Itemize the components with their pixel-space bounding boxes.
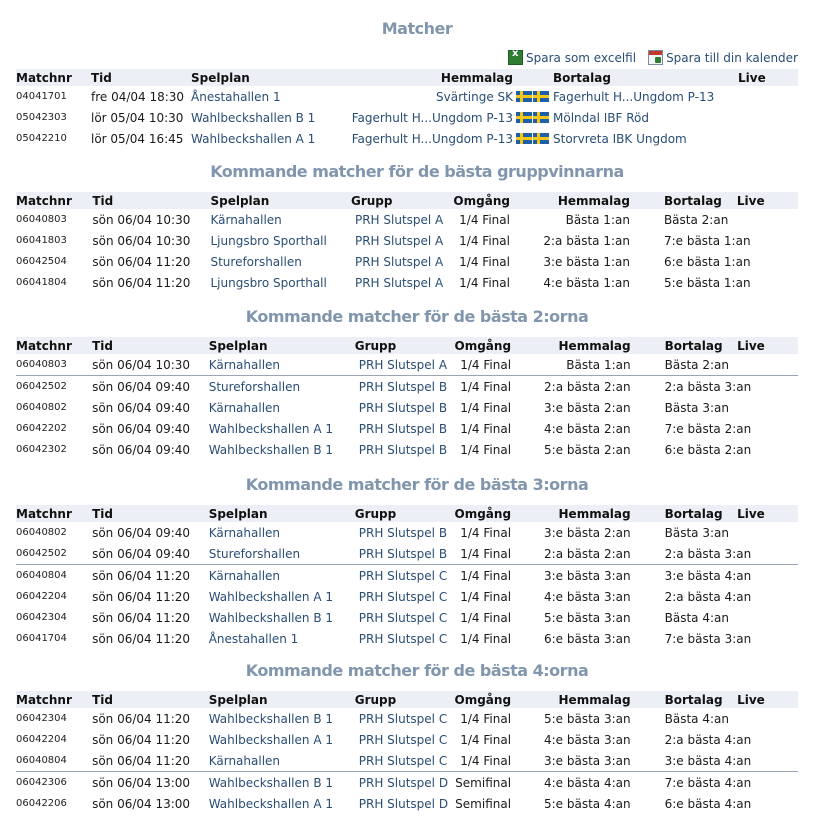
round-label: 1/4 Final xyxy=(459,254,510,269)
home-team: 3:e bästa 2:an xyxy=(544,400,631,415)
round-label: Semifinal xyxy=(455,796,512,811)
round-label: 1/4 Final xyxy=(454,565,519,587)
group-link[interactable]: PRH Slutspel C xyxy=(358,753,448,768)
home-team-link[interactable]: Fagerhult H...Ungdom P-13 xyxy=(351,131,513,146)
col-bortalag: Bortalag xyxy=(664,506,723,521)
match-time: sön 06/04 11:20 xyxy=(92,254,191,269)
home-team: 3:e bästa 2:an xyxy=(544,525,631,540)
match-time: sön 06/04 09:40 xyxy=(92,421,191,436)
col-live: Live xyxy=(737,338,765,353)
table-row[interactable] xyxy=(16,272,798,293)
home-team: 4:e bästa 1:an xyxy=(543,275,630,290)
save-calendar-link[interactable] xyxy=(648,50,798,65)
table-row[interactable] xyxy=(16,209,798,230)
group-link[interactable]: PRH Slutspel A xyxy=(354,275,444,290)
col-omgang: Omgång xyxy=(454,506,512,521)
col-live: Live xyxy=(738,70,766,85)
round-label: 1/4 Final xyxy=(460,525,512,540)
table-row[interactable] xyxy=(16,251,798,272)
table-row[interactable] xyxy=(16,128,798,149)
col-grupp: Grupp xyxy=(354,338,397,353)
round-label: 1/4 Final xyxy=(460,753,512,768)
match-time: sön 06/04 11:20 xyxy=(92,275,191,290)
home-team: 6:e bästa 3:an xyxy=(544,631,631,646)
col-tid: Tid xyxy=(92,338,113,353)
calendar-icon xyxy=(648,50,663,65)
match-time: sön 06/04 11:20 xyxy=(92,753,191,768)
section-title-3orna: Kommande matcher för de bästa 3:orna xyxy=(245,475,589,494)
table-row[interactable] xyxy=(16,565,798,587)
match-number: 06040802 xyxy=(16,402,67,413)
match-time: sön 06/04 09:40 xyxy=(92,546,191,561)
col-live: Live xyxy=(736,193,765,208)
match-time: sön 06/04 09:40 xyxy=(92,376,209,398)
export-actions xyxy=(508,50,798,65)
match-time: sön 06/04 11:20 xyxy=(92,610,191,625)
away-team: 6:e bästa 4:an xyxy=(664,796,752,811)
away-team: 3:e bästa 4:an xyxy=(631,565,737,587)
away-team: 7:e bästa 3:an xyxy=(664,631,752,646)
group-link[interactable]: PRH Slutspel B xyxy=(358,546,448,561)
round-label: 1/4 Final xyxy=(460,732,512,747)
table-row[interactable] xyxy=(16,772,798,794)
table-row[interactable] xyxy=(16,543,798,565)
sweden-flag-icon xyxy=(516,133,532,144)
col-hemmalag: Hemmalag xyxy=(557,193,630,208)
venue-link[interactable]: Wahlbeckshallen B 1 xyxy=(191,110,316,125)
round-label: 1/4 Final xyxy=(460,711,512,726)
section-title-4orna: Kommande matcher för de bästa 4:orna xyxy=(245,661,589,680)
col-grupp: Grupp xyxy=(354,692,397,707)
col-hemmalag: Hemmalag xyxy=(558,692,631,707)
match-number: 06042306 xyxy=(16,772,92,794)
home-team: 3:e bästa 3:an xyxy=(544,753,631,768)
col-spelplan: Spelplan xyxy=(208,338,268,353)
match-time: sön 06/04 11:20 xyxy=(92,711,191,726)
group-link[interactable]: PRH Slutspel C xyxy=(358,589,448,604)
match-time: sön 06/04 10:30 xyxy=(92,212,191,227)
col-bortalag: Bortalag xyxy=(553,70,611,85)
col-bortalag: Bortalag xyxy=(663,193,722,208)
col-matchnr: Matchnr xyxy=(16,506,72,521)
excel-icon xyxy=(508,50,523,65)
group-link[interactable]: PRH Slutspel B xyxy=(358,442,448,457)
col-matchnr: Matchnr xyxy=(16,193,72,208)
home-team: 5:e bästa 3:an xyxy=(544,610,631,625)
col-spelplan: Spelplan xyxy=(208,506,268,521)
col-live: Live xyxy=(737,692,765,707)
away-team: 2:a bästa 4:an xyxy=(664,732,752,747)
venue-link[interactable]: Ånestahallen 1 xyxy=(191,89,281,104)
match-time: sön 06/04 11:20 xyxy=(92,631,191,646)
save-excel-link[interactable] xyxy=(508,50,636,65)
home-team: 5:e bästa 4:an xyxy=(544,796,631,811)
save-calendar-label: Spara till din kalender xyxy=(666,50,798,65)
home-team: 3:e bästa 1:an xyxy=(543,254,630,269)
sweden-flag-icon xyxy=(533,112,549,123)
table-row[interactable] xyxy=(16,354,798,376)
match-number: 06042206 xyxy=(16,798,67,809)
col-matchnr: Matchnr xyxy=(16,692,72,707)
match-number: 04041701 xyxy=(16,91,67,102)
home-team: Bästa 1:an xyxy=(565,212,630,227)
home-team: 4:e bästa 2:an xyxy=(544,421,631,436)
table-row[interactable] xyxy=(16,522,798,543)
match-time: lör 05/04 10:30 xyxy=(91,110,184,125)
round-label: 1/4 Final xyxy=(459,233,510,248)
home-team: 2:a bästa 2:an xyxy=(519,376,631,398)
table-header-row xyxy=(16,505,798,522)
match-time: sön 06/04 10:30 xyxy=(92,233,191,248)
col-grupp: Grupp xyxy=(350,193,393,208)
save-excel-label: Spara som excelfil xyxy=(526,50,637,65)
col-hemmalag: Hemmalag xyxy=(440,70,513,85)
venue-link[interactable]: Stureforshallen xyxy=(210,254,302,269)
venue-link[interactable]: Stureforshallen xyxy=(208,546,301,561)
match-number: 06040803 xyxy=(16,214,67,225)
matches-table xyxy=(16,505,798,649)
col-bortalag: Bortalag xyxy=(664,692,723,707)
away-team: Bästa 4:an xyxy=(664,711,729,726)
match-number: 05042210 xyxy=(16,133,67,144)
sweden-flag-icon xyxy=(533,133,549,144)
table-row[interactable] xyxy=(16,729,798,750)
col-spelplan: Spelplan xyxy=(208,692,268,707)
match-number: 06042304 xyxy=(16,612,67,623)
venue-link[interactable]: Kärnahallen xyxy=(208,753,281,768)
col-tid: Tid xyxy=(92,506,113,521)
match-time: sön 06/04 13:00 xyxy=(92,772,209,794)
match-number: 06040804 xyxy=(16,755,67,766)
col-grupp: Grupp xyxy=(354,506,397,521)
col-omgang: Omgång xyxy=(453,193,510,208)
round-label: 1/4 Final xyxy=(460,589,512,604)
away-team: Bästa 3:an xyxy=(664,525,729,540)
match-time: lör 05/04 16:45 xyxy=(91,131,184,146)
section-title-matcher: Matcher xyxy=(381,19,453,38)
away-team: Bästa 2:an xyxy=(664,357,729,372)
venue-link[interactable]: Wahlbeckshallen B 1 xyxy=(208,711,334,726)
table-row[interactable] xyxy=(16,418,798,439)
matches-table xyxy=(16,69,798,149)
table-header-row xyxy=(16,691,798,708)
venue-link[interactable]: Wahlbeckshallen B 1 xyxy=(208,442,334,457)
match-number: 06040804 xyxy=(16,565,92,587)
match-number: 06041803 xyxy=(16,235,67,246)
match-number: 06041704 xyxy=(16,633,67,644)
table-row[interactable] xyxy=(16,230,798,251)
away-team: 2:a bästa 3:an xyxy=(631,376,737,398)
match-number: 06042502 xyxy=(16,376,92,398)
home-team: 3:e bästa 3:an xyxy=(519,565,631,587)
col-tid: Tid xyxy=(92,193,114,208)
round-label: 1/4 Final xyxy=(460,357,512,372)
match-number: 06042304 xyxy=(16,713,67,724)
home-team: 2:a bästa 1:an xyxy=(543,233,630,248)
match-number: 05042303 xyxy=(16,112,67,123)
match-time: sön 06/04 10:30 xyxy=(92,357,191,372)
venue-link[interactable]: Kärnahallen xyxy=(208,357,281,372)
col-spelplan: Spelplan xyxy=(191,70,250,85)
col-matchnr: Matchnr xyxy=(16,338,72,353)
table-row[interactable] xyxy=(16,397,798,418)
home-team: Bästa 1:an xyxy=(566,357,631,372)
group-link[interactable]: PRH Slutspel C xyxy=(358,711,448,726)
away-team-link[interactable]: Storvreta IBK Ungdom xyxy=(553,131,687,146)
match-number: 06040803 xyxy=(16,359,67,370)
away-team: 6:e bästa 2:an xyxy=(664,442,752,457)
away-team: Bästa 2:an xyxy=(663,212,729,227)
venue-link[interactable]: Kärnahallen xyxy=(209,565,355,587)
match-time: sön 06/04 13:00 xyxy=(92,796,191,811)
table-row[interactable] xyxy=(16,628,798,649)
venue-link[interactable]: Wahlbeckshallen A 1 xyxy=(208,732,333,747)
away-team: 7:e bästa 2:an xyxy=(664,421,752,436)
table-header-row xyxy=(16,192,798,209)
venue-link[interactable]: Kärnahallen xyxy=(210,212,282,227)
venue-link[interactable]: Kärnahallen xyxy=(208,525,281,540)
section-title-gruppvinnare: Kommande matcher för de bästa gruppvinnarna xyxy=(210,162,624,181)
home-team-link[interactable]: Svärtinge SK xyxy=(436,89,513,104)
col-tid: Tid xyxy=(92,692,113,707)
matches-table xyxy=(16,192,798,293)
home-team: 4:e bästa 3:an xyxy=(544,732,631,747)
match-time: fre 04/04 18:30 xyxy=(91,89,185,104)
group-link[interactable]: PRH Slutspel A xyxy=(354,233,444,248)
round-label: 1/4 Final xyxy=(460,421,512,436)
group-link[interactable]: PRH Slutspel A xyxy=(354,254,444,269)
group-link[interactable]: PRH Slutspel D xyxy=(358,796,449,811)
group-link[interactable]: PRH Slutspel B xyxy=(358,421,448,436)
table-row[interactable] xyxy=(16,107,798,128)
col-hemmalag: Hemmalag xyxy=(558,338,631,353)
match-number: 06042502 xyxy=(16,548,67,559)
col-bortalag: Bortalag xyxy=(664,338,723,353)
match-time: sön 06/04 11:20 xyxy=(92,732,191,747)
away-team: 2:a bästa 3:an xyxy=(664,546,752,561)
match-number: 06040802 xyxy=(16,527,67,538)
table-row[interactable] xyxy=(16,793,798,814)
group-link[interactable]: PRH Slutspel C xyxy=(355,565,454,587)
away-team: Bästa 4:an xyxy=(664,610,729,625)
away-team-link[interactable]: Mölndal IBF Röd xyxy=(553,110,649,125)
venue-link[interactable]: Ljungsbro Sporthall xyxy=(210,233,327,248)
table-header-row xyxy=(16,337,798,354)
section-title-2orna: Kommande matcher för de bästa 2:orna xyxy=(245,307,589,326)
home-team: 5:e bästa 2:an xyxy=(544,442,631,457)
table-row[interactable] xyxy=(16,586,798,607)
home-team-link[interactable]: Fagerhult H...Ungdom P-13 xyxy=(351,110,513,125)
home-team: 4:e bästa 3:an xyxy=(544,589,631,604)
home-team: 5:e bästa 3:an xyxy=(544,711,631,726)
table-row[interactable] xyxy=(16,750,798,772)
venue-link[interactable]: Wahlbeckshallen B 1 xyxy=(209,772,355,794)
group-link[interactable]: PRH Slutspel A xyxy=(354,212,444,227)
col-tid: Tid xyxy=(91,70,112,85)
away-team: 7:e bästa 4:an xyxy=(631,772,737,794)
col-spelplan: Spelplan xyxy=(210,193,270,208)
match-number: 06041804 xyxy=(16,277,67,288)
home-team: 2:a bästa 2:an xyxy=(544,546,631,561)
matches-table xyxy=(16,337,798,460)
group-link[interactable]: PRH Slutspel C xyxy=(358,610,448,625)
round-label: 1/4 Final xyxy=(460,631,512,646)
table-row[interactable] xyxy=(16,86,798,107)
match-number: 06042204 xyxy=(16,591,67,602)
group-link[interactable]: PRH Slutspel A xyxy=(358,357,448,372)
home-team: 4:e bästa 4:an xyxy=(519,772,631,794)
group-link[interactable]: PRH Slutspel C xyxy=(358,732,448,747)
table-row[interactable] xyxy=(16,376,798,398)
away-team: 7:e bästa 1:an xyxy=(663,233,751,248)
col-omgang: Omgång xyxy=(454,338,512,353)
col-matchnr: Matchnr xyxy=(16,70,72,85)
venue-link[interactable]: Wahlbeckshallen A 1 xyxy=(208,421,333,436)
sweden-flag-icon xyxy=(516,91,532,102)
venue-link[interactable]: Kärnahallen xyxy=(208,400,281,415)
round-label: 1/4 Final xyxy=(454,376,519,398)
col-omgang: Omgång xyxy=(454,692,512,707)
group-link[interactable]: PRH Slutspel D xyxy=(355,772,454,794)
round-label: 1/4 Final xyxy=(460,442,512,457)
table-row[interactable] xyxy=(16,607,798,628)
away-team: Bästa 3:an xyxy=(664,400,729,415)
round-label: 1/4 Final xyxy=(459,275,510,290)
sweden-flag-icon xyxy=(516,112,532,123)
venue-link[interactable]: Wahlbeckshallen A 1 xyxy=(208,589,333,604)
matches-table xyxy=(16,691,798,814)
away-team: 6:e bästa 1:an xyxy=(663,254,751,269)
venue-link[interactable]: Wahlbeckshallen A 1 xyxy=(208,796,333,811)
match-number: 06042204 xyxy=(16,734,67,745)
venue-link[interactable]: Ljungsbro Sporthall xyxy=(210,275,327,290)
group-link[interactable]: PRH Slutspel B xyxy=(358,400,448,415)
venue-link[interactable]: Ånestahallen 1 xyxy=(208,631,299,646)
round-label: 1/4 Final xyxy=(460,546,512,561)
group-link[interactable]: PRH Slutspel B xyxy=(358,525,448,540)
venue-link[interactable]: Wahlbeckshallen B 1 xyxy=(208,610,334,625)
round-label: 1/4 Final xyxy=(459,212,510,227)
round-label: 1/4 Final xyxy=(460,400,512,415)
away-team: 3:e bästa 4:an xyxy=(664,753,752,768)
group-link[interactable]: PRH Slutspel C xyxy=(358,631,448,646)
match-number: 06042302 xyxy=(16,444,67,455)
table-header-row xyxy=(16,69,798,86)
match-number: 06042202 xyxy=(16,423,67,434)
sweden-flag-icon xyxy=(533,91,549,102)
match-number: 06042504 xyxy=(16,256,67,267)
col-live: Live xyxy=(737,506,765,521)
venue-link[interactable]: Wahlbeckshallen A 1 xyxy=(191,131,316,146)
match-time: sön 06/04 09:40 xyxy=(92,525,191,540)
round-label: 1/4 Final xyxy=(460,610,512,625)
away-team-link[interactable]: Fagerhult H...Ungdom P-13 xyxy=(553,89,715,104)
venue-link[interactable]: Stureforshallen xyxy=(209,376,355,398)
match-time: sön 06/04 11:20 xyxy=(92,589,191,604)
table-row[interactable] xyxy=(16,708,798,729)
away-team: 2:a bästa 4:an xyxy=(664,589,752,604)
col-hemmalag: Hemmalag xyxy=(558,506,631,521)
table-row[interactable] xyxy=(16,439,798,460)
away-team: 5:e bästa 1:an xyxy=(663,275,751,290)
match-time: sön 06/04 11:20 xyxy=(92,565,209,587)
round-label: Semifinal xyxy=(454,772,519,794)
match-time: sön 06/04 09:40 xyxy=(92,400,191,415)
group-link[interactable]: PRH Slutspel B xyxy=(355,376,454,398)
match-time: sön 06/04 09:40 xyxy=(92,442,191,457)
